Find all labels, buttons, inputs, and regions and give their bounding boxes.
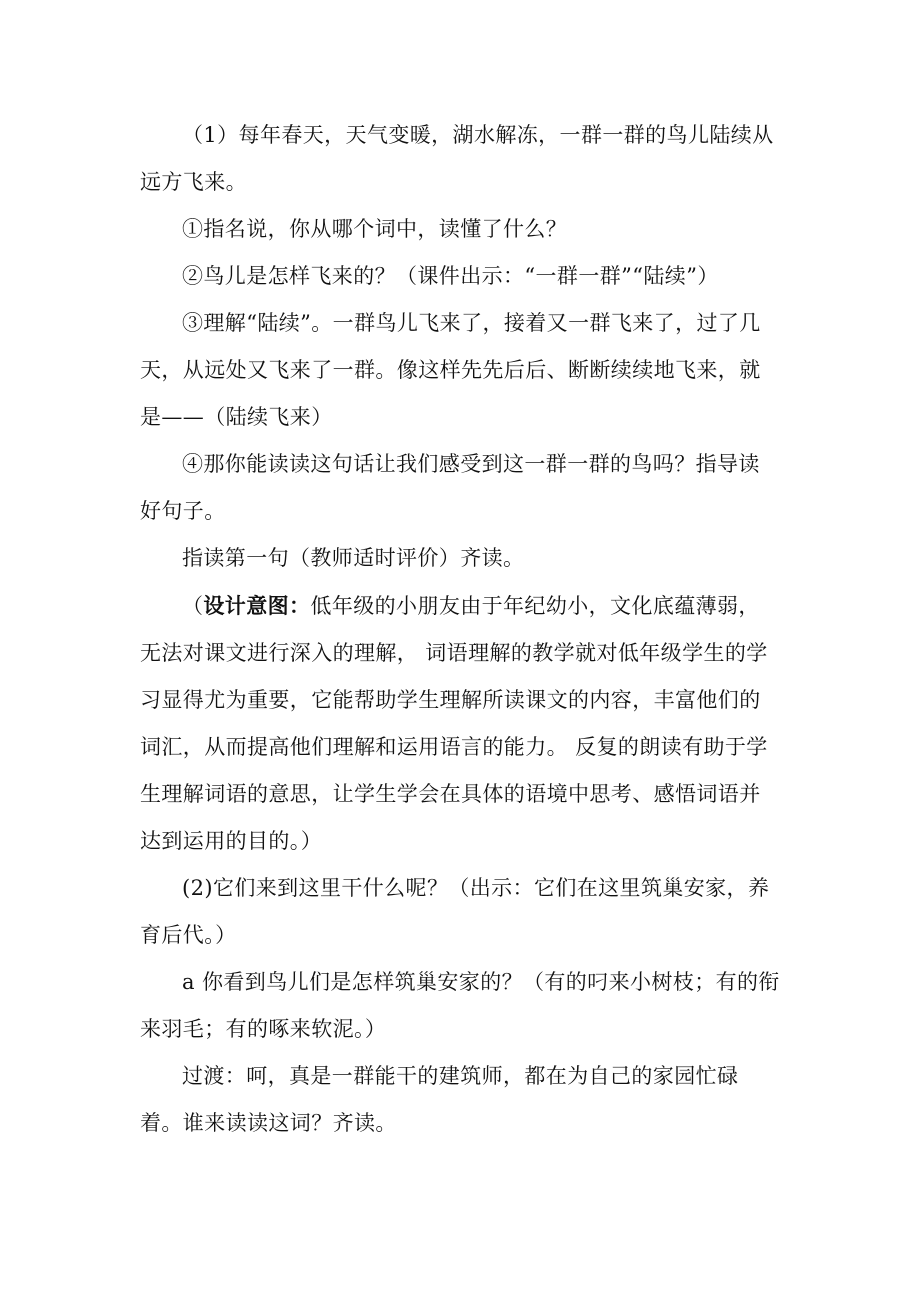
design-intent-colon: ： xyxy=(289,593,311,618)
paragraph-read-first-sentence: 指读第一句（教师适时评价）齐读。 xyxy=(182,546,525,570)
paragraph-nest-building: a 你看到鸟儿们是怎样筑巢安家的？（有的叼来小树枝；有的衔来羽毛；有的啄来软泥。） xyxy=(140,970,780,1041)
paragraph-why-here: (2)它们来到这里干什么呢？（出示：它们在这里筑巢安家，养育后代。） xyxy=(140,876,770,947)
design-intent-text: 低年级的小朋友由于年纪幼小，文化底蕴薄弱，无法对课文进行深入的理解， 词语理解的教学就对低年级学生的学习显得尤为重要，它能帮助学生理解所读课文的内容，丰富他们的词汇，从而提高他们理解和运用语言的能力。 反复的朗读有助于学生理解词语的意思，让学生学会在具体的语境中思考、感悟词语并达到运用的目的。） xyxy=(140,594,768,853)
paragraph-spring-birds: （1）每年春天，天气变暖，湖水解冻，一群一群的鸟儿陆续从远方飞来。 xyxy=(140,123,774,194)
document-body xyxy=(140,112,780,1147)
design-intent-open-paren: （ xyxy=(182,594,204,618)
paragraph-transition: 过渡：呵，真是一群能干的建筑师，都在为自己的家园忙碌着。谁来读读这词？齐读。 xyxy=(140,1064,739,1135)
paragraph-question-1: ①指名说，你从哪个词中，读懂了什么？ xyxy=(182,217,568,241)
paragraph-read-guidance: ④那你能读读这句话让我们感受到这一群一群的鸟吗？指导读好句子。 xyxy=(140,452,760,523)
paragraph-question-2: ②鸟儿是怎样飞来的？（课件出示：“一群一群”“陆续”） xyxy=(182,264,719,288)
paragraph-design-intent xyxy=(140,582,780,865)
design-intent-label: 设计意图 xyxy=(203,593,290,618)
paragraph-understand-luxu: ③理解“陆续”。一群鸟儿飞来了，接着又一群飞来了，过了几天，从远处又飞来了一群。像这样先先后后、断断续续地飞来，就是——（陆续飞来） xyxy=(140,311,761,429)
